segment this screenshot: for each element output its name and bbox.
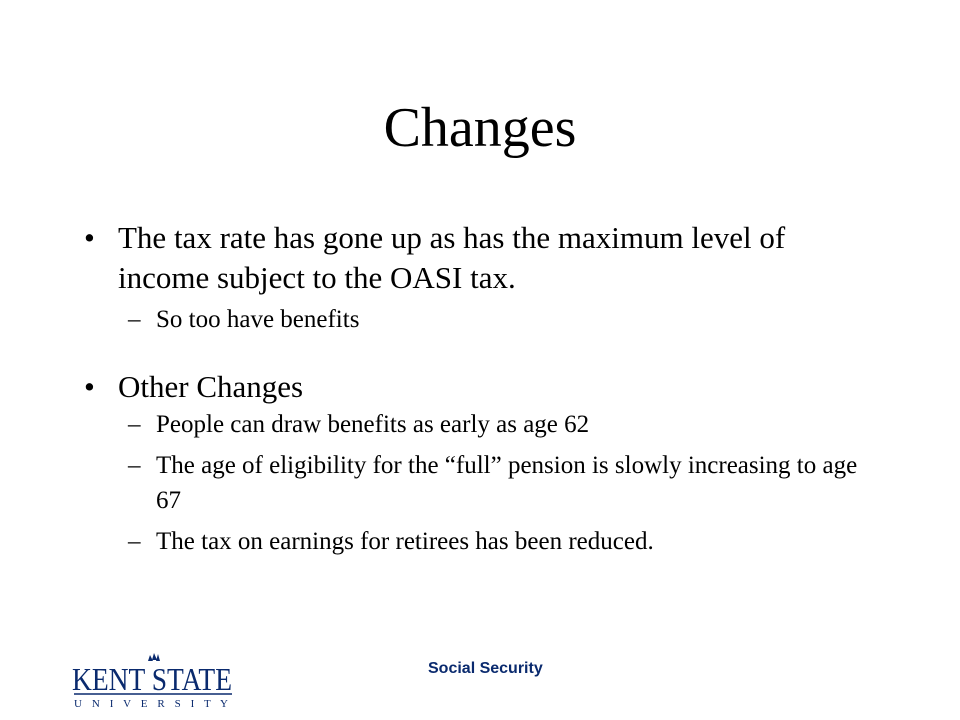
bullet-item [80, 367, 880, 407]
sub-item [80, 302, 880, 337]
sub-list [80, 302, 880, 337]
sub-text: People can draw benefits as early as age 62 [156, 411, 590, 438]
bullet-list [80, 218, 880, 565]
bullet-mark: • [84, 220, 95, 255]
sub-list-wrap [80, 302, 880, 337]
sub-text: So too have benefits [156, 306, 360, 333]
bullet-text: The tax rate has gone up as has the maximum level of income subject to the OASI tax. [118, 220, 786, 295]
sub-item [80, 448, 880, 518]
sub-mark: – [128, 528, 141, 555]
bullet-text: Other Changes [118, 369, 304, 404]
sub-text: The tax on earnings for retirees has been reduced. [156, 528, 654, 555]
footer-label: Social Security [428, 660, 543, 677]
logo-sub-text: U N I V E R S I T Y [74, 698, 228, 710]
slide-title: Changes [383, 97, 577, 159]
bullet-mark: • [84, 369, 95, 404]
spacer [80, 343, 880, 367]
sub-mark: – [128, 411, 141, 438]
kent-state-logo [72, 650, 237, 710]
bullet-item [80, 218, 880, 298]
sub-list-wrap [80, 407, 880, 559]
sub-item [80, 524, 880, 559]
sub-mark: – [128, 452, 141, 479]
logo-main-text: KENT STATE [72, 661, 232, 697]
sub-item [80, 407, 880, 442]
sub-list [80, 407, 880, 559]
sub-mark: – [128, 306, 141, 333]
sub-text: The age of eligibility for the “full” pension is slowly increasing to age 67 [156, 452, 858, 514]
logo-flame-icon [148, 653, 160, 661]
